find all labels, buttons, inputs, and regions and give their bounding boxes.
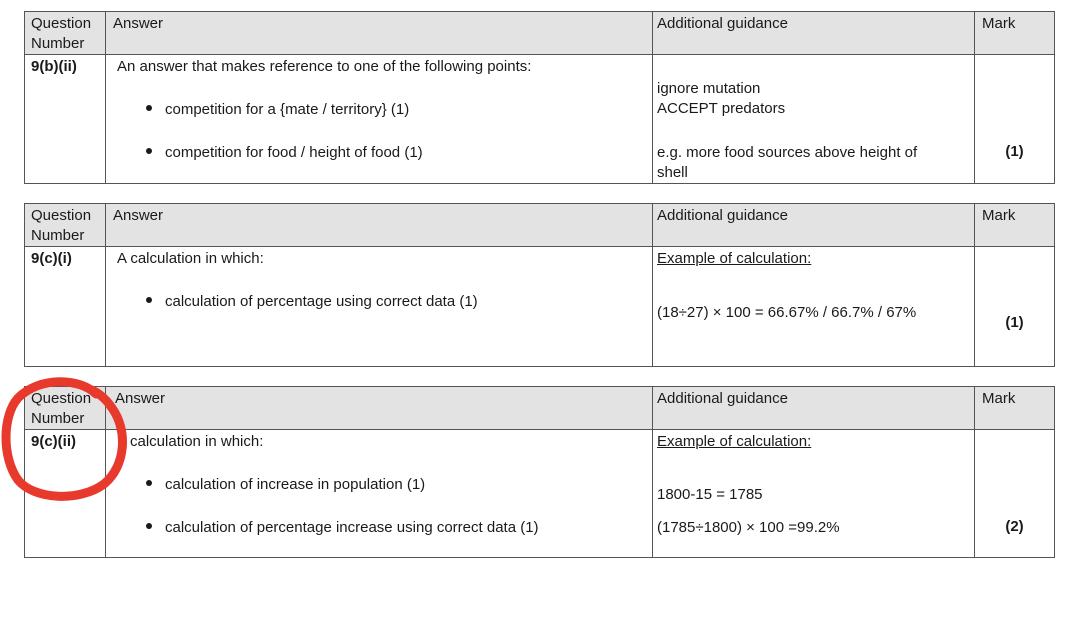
table-row (25, 430, 1055, 558)
answer-point: competition for a {mate / territory} (1) (165, 101, 410, 118)
answer-intro: A calculation in which: (117, 250, 264, 267)
bullet-icon (146, 480, 152, 486)
guidance-cell (653, 247, 975, 367)
bullet-icon (146, 105, 152, 111)
answer-cell (106, 430, 653, 558)
guidance-line: shell (657, 164, 688, 181)
answer-point: calculation of increase in population (1) (165, 476, 426, 493)
header-answer: Answer (106, 204, 653, 247)
question-number-cell (25, 247, 106, 367)
mark-cell (975, 430, 1055, 558)
answer-cell (106, 247, 653, 367)
header-mark: Mark (975, 387, 1055, 430)
question-number-cell (25, 430, 106, 558)
header-guidance: Additional guidance (653, 12, 975, 55)
guidance-line: e.g. more food sources above height of (657, 144, 918, 161)
guidance-line: ignore mutation (657, 80, 761, 97)
header-guidance: Additional guidance (653, 387, 975, 430)
guidance-calculation: 1800-15 = 1785 (657, 486, 763, 503)
question-number: 9(c)(ii) (31, 433, 76, 450)
mark-cell (975, 247, 1055, 367)
header-question-number: Question Number (25, 387, 106, 430)
header-answer: Answer (106, 387, 653, 430)
guidance-calculation: (18÷27) × 100 = 66.67% / 66.7% / 67% (657, 304, 917, 321)
mark-cell (975, 55, 1055, 184)
question-number: 9(c)(i) (31, 250, 72, 267)
header-mark: Mark (975, 12, 1055, 55)
answer-point: calculation of percentage using correct data (1) (165, 293, 478, 310)
bullet-icon (146, 297, 152, 303)
table-row (25, 247, 1055, 367)
answer-point: calculation of percentage increase using correct data (1) (165, 519, 539, 536)
mark-scheme-table-9c-i (24, 203, 1055, 367)
header-guidance: Additional guidance (653, 204, 975, 247)
question-number: 9(b)(ii) (31, 58, 77, 75)
header-question-number: Question Number (25, 12, 106, 55)
table-header-row (25, 12, 1055, 55)
mark-value: (2) (1005, 518, 1024, 535)
header-mark: Mark (975, 204, 1055, 247)
mark-scheme-table-9b-ii (24, 11, 1055, 184)
guidance-example-heading: Example of calculation: (657, 433, 812, 450)
answer-point: competition for food / height of food (1) (165, 144, 423, 161)
table-header-row (25, 387, 1055, 430)
header-question-number: Question Number (25, 204, 106, 247)
mark-value: (1) (1005, 314, 1024, 331)
answer-cell (106, 55, 653, 184)
answer-intro: An answer that makes reference to one of the following points: (117, 58, 532, 75)
guidance-cell (653, 430, 975, 558)
guidance-cell (653, 55, 975, 184)
bullet-icon (146, 523, 152, 529)
answer-intro: calculation in which: (130, 433, 264, 450)
mark-scheme-table-9c-ii (24, 386, 1055, 558)
question-number-cell (25, 55, 106, 184)
bullet-icon (146, 148, 152, 154)
guidance-example-heading: Example of calculation: (657, 250, 812, 267)
header-answer: Answer (106, 12, 653, 55)
mark-value: (1) (1005, 143, 1024, 160)
guidance-line: ACCEPT predators (657, 100, 786, 117)
table-header-row (25, 204, 1055, 247)
table-row (25, 55, 1055, 184)
guidance-calculation: (1785÷1800) × 100 =99.2% (657, 519, 840, 536)
